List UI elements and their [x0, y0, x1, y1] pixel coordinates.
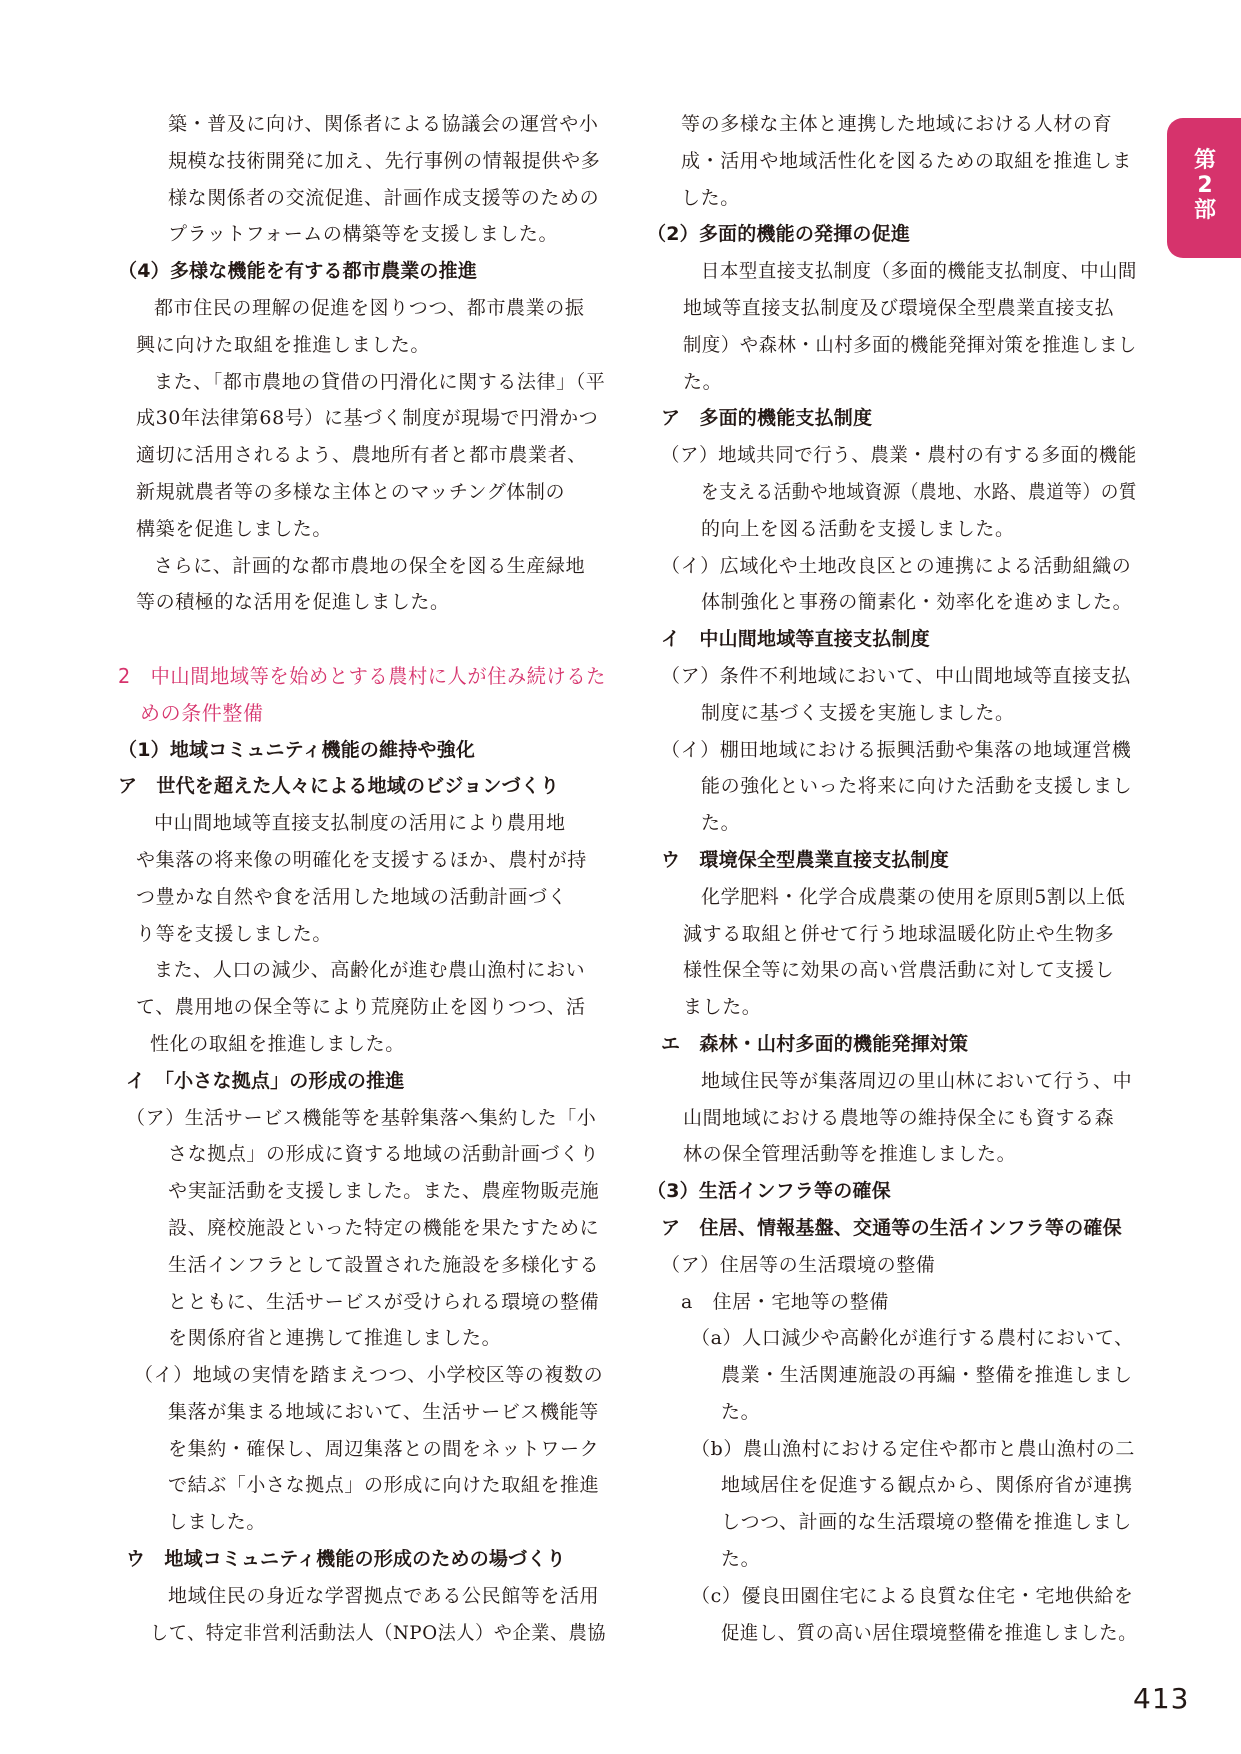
line-text: 構築を促進しました。: [136, 517, 333, 540]
body-text-line: [118, 143, 606, 180]
line-text: 適切に活用されるよう、農地所有者と都市農業者、: [136, 444, 587, 467]
body-text-line: [118, 106, 606, 143]
body-text-line: [647, 106, 1137, 143]
body-text-line: [118, 1026, 606, 1063]
body-text-line: [118, 916, 606, 953]
body-text-line: [118, 1284, 606, 1321]
body-text-line: [647, 511, 1137, 548]
body-text-line: [118, 1320, 606, 1357]
body-text-line: [647, 879, 1137, 916]
line-text: て、農用地の保全等により荒廃防止を図りつつ、活: [136, 996, 586, 1019]
line-text: た。: [701, 812, 741, 835]
line-text: 成30年法律第68号）に基づく制度が現場で円滑かつ: [136, 407, 599, 430]
line-text: ました。: [683, 996, 762, 1019]
body-text-line: [118, 1467, 606, 1504]
line-text: とともに、生活サービスが受けられる環境の整備: [168, 1290, 600, 1313]
body-text-line: [647, 1394, 1137, 1431]
body-text-line: [118, 952, 606, 989]
section-heading-line: [647, 842, 1137, 879]
line-text: 築・普及に向け、関係者による協議会の運営や小: [168, 113, 599, 135]
line-text: 中山間地域等直接支払制度の活用により農用地: [154, 812, 566, 835]
line-text: 減する取組と併せて行う地球温暖化防止や生物多: [683, 922, 1115, 945]
section-heading-line: [118, 732, 606, 769]
part-tab-line: 部: [1193, 198, 1216, 223]
line-text: た。: [721, 1548, 761, 1571]
chapter-heading-line: [118, 658, 606, 695]
line-text: 地域等直接支払制度及び環境保全型農業直接支払: [683, 296, 1115, 319]
body-text-line: [118, 216, 606, 253]
line-text: また、「都市農地の貸借の円滑化に関する法律」（平: [154, 370, 606, 393]
body-text-line: [647, 1247, 1137, 1284]
body-text-line: [118, 1615, 606, 1652]
body-text-line: [647, 1467, 1137, 1504]
line-text: さな拠点」の形成に資する地域の活動計画づくり: [168, 1143, 600, 1166]
body-text-line: [647, 180, 1137, 217]
line-text: 山間地域における農地等の維持保全にも資する森: [683, 1106, 1115, 1129]
line-text: （1）地域コミュニティ機能の維持や強化: [118, 738, 476, 761]
blank-line: [118, 621, 606, 658]
line-text: a 住居・宅地等の整備: [681, 1290, 889, 1313]
section-heading-line: [118, 1541, 606, 1578]
line-text: （ア）地域共同で行う、農業・農村の有する多面的機能: [661, 444, 1137, 467]
line-text: （イ）地域の実情を踏まえつつ、小学校区等の複数の: [134, 1364, 604, 1387]
body-text-line: [647, 1320, 1137, 1357]
body-text-line: [647, 437, 1137, 474]
line-text: （c）優良田園住宅による良質な住宅・宅地供給を: [691, 1584, 1134, 1607]
line-text: （ア）住居等の生活環境の整備: [661, 1253, 936, 1276]
line-text: 新規就農者等の多様な主体とのマッチング体制の: [136, 480, 566, 503]
line-text: イ 中山間地域等直接支払制度: [661, 628, 930, 651]
body-text-line: [647, 1504, 1137, 1541]
body-text-line: [647, 364, 1137, 401]
line-text: 設、廃校施設といった特定の機能を果たすために: [168, 1216, 600, 1239]
line-text: を支える活動や地域資源（農地、水路、農道等）の質: [701, 480, 1138, 503]
line-text: 日本型直接支払制度（多面的機能支払制度、中山間: [701, 260, 1137, 283]
section-heading-line: [647, 216, 1137, 253]
line-text: した。: [681, 186, 740, 209]
body-text-line: [647, 989, 1137, 1026]
body-text-line: [118, 180, 606, 217]
body-text-line: [647, 1063, 1137, 1100]
line-text: 等の多様な主体と連携した地域における人材の育: [681, 113, 1113, 135]
section-heading-line: [647, 621, 1137, 658]
line-text: 地域住民等が集落周辺の里山林において行う、中: [701, 1069, 1133, 1092]
line-text: （3）生活インフラ等の確保: [647, 1180, 891, 1203]
line-text: また、人口の減少、高齢化が進む農山漁村におい: [154, 959, 586, 982]
line-text: 様な関係者の交流促進、計画作成支援等のための: [168, 186, 600, 209]
body-text-line: [118, 1394, 606, 1431]
body-text-line: [118, 1357, 606, 1394]
line-text: や集落の将来像の明確化を支援するほか、農村が持: [136, 848, 587, 871]
body-text-line: [647, 1431, 1137, 1468]
line-text: つ豊かな自然や食を活用した地域の活動計画づく: [136, 885, 568, 908]
line-text: 成・活用や地域活性化を図るための取組を推進しま: [681, 149, 1132, 172]
line-text: ア 多面的機能支払制度: [661, 407, 873, 430]
body-text-line: [647, 658, 1137, 695]
line-text: 都市住民の理解の促進を図りつつ、都市農業の振: [154, 296, 585, 319]
part-tab-label: [1185, 148, 1225, 223]
body-text-line: [647, 584, 1137, 621]
line-text: さらに、計画的な都市農地の保全を図る生産緑地: [154, 554, 586, 577]
body-text-line: [647, 1284, 1137, 1321]
line-text: （イ）広域化や土地改良区との連携による活動組織の: [661, 554, 1132, 577]
line-text: ア 住居、情報基盤、交通等の生活インフラ等の確保: [661, 1216, 1122, 1239]
line-text: 制度）や森林・山村多面的機能発揮対策を推進しまし: [683, 333, 1137, 356]
line-text: 規模な技術開発に加え、先行事例の情報提供や多: [168, 149, 601, 172]
line-text: 促進し、質の高い居住環境整備を推進しました。: [721, 1621, 1138, 1644]
body-text-line: [118, 437, 606, 474]
body-text-line: [647, 1136, 1137, 1173]
line-text: 体制強化と事務の簡素化・効率化を進めました。: [701, 591, 1133, 614]
body-text-line: [118, 511, 606, 548]
line-text: （4）多様な機能を有する都市農業の推進: [118, 260, 478, 283]
chapter-heading-line: [118, 695, 606, 732]
line-text: 等の積極的な活用を促進しました。: [136, 591, 450, 614]
section-heading-line: [647, 1173, 1137, 1210]
body-text-line: [118, 1504, 606, 1541]
body-text-line: [647, 1615, 1137, 1652]
body-text-line: [647, 695, 1137, 732]
body-text-line: [647, 732, 1137, 769]
line-text: めの条件整備: [140, 700, 264, 725]
page-number: 413: [1133, 1682, 1190, 1715]
right-text-column: [647, 106, 1137, 1651]
body-text-line: [118, 1431, 606, 1468]
body-text-line: [647, 327, 1137, 364]
line-text: り等を支援しました。: [136, 922, 333, 945]
body-text-line: [647, 805, 1137, 842]
body-text-line: [118, 400, 606, 437]
line-text: 生活インフラとして設置された施設を多様化する: [168, 1253, 600, 1276]
body-text-line: [647, 1357, 1137, 1394]
part-index-tab: [1167, 118, 1241, 258]
body-text-line: [118, 879, 606, 916]
line-text: （b）農山漁村における定住や都市と農山漁村の二: [691, 1437, 1135, 1460]
line-text: ウ 環境保全型農業直接支払制度: [661, 848, 950, 871]
section-heading-line: [118, 253, 606, 290]
line-text: 制度に基づく支援を実施しました。: [701, 701, 1015, 724]
body-text-line: [647, 290, 1137, 327]
body-text-line: [118, 989, 606, 1026]
line-text: を関係府省と連携して推進しました。: [168, 1327, 502, 1350]
body-text-line: [118, 805, 606, 842]
body-text-line: [647, 1578, 1137, 1615]
line-text: ウ 地域コミュニティ機能の形成のための場づくり: [126, 1548, 566, 1571]
line-text: 林の保全管理活動等を推進しました。: [683, 1143, 1017, 1166]
line-text: 化学肥料・化学合成農薬の使用を原則5割以上低: [701, 885, 1126, 908]
body-text-line: [118, 364, 606, 401]
body-text-line: [118, 1100, 606, 1137]
section-heading-line: [647, 1210, 1137, 1247]
body-text-line: [118, 1136, 606, 1173]
line-text: 集落が集まる地域において、生活サービス機能等: [168, 1400, 599, 1423]
line-text: 様性保全等に効果の高い営農活動に対して支援し: [683, 959, 1115, 982]
line-text: （a）人口減少や高齢化が進行する農村において、: [691, 1327, 1134, 1350]
line-text: た。: [683, 370, 723, 393]
body-text-line: [647, 143, 1137, 180]
part-tab-line: 2: [1197, 173, 1213, 198]
body-text-line: [118, 1247, 606, 1284]
body-text-line: [118, 842, 606, 879]
line-text: して、特定非営利活動法人（NPO法人）や企業、農協: [150, 1621, 607, 1644]
line-text: 農業・生活関連施設の再編・整備を推進しまし: [721, 1364, 1133, 1387]
line-text: プラットフォームの構築等を支援しました。: [168, 223, 559, 246]
body-text-line: [118, 584, 606, 621]
line-text: （ア）生活サービス機能等を基幹集落へ集約した「小: [126, 1106, 597, 1129]
line-text: （イ）棚田地域における振興活動や集落の地域運営機: [661, 738, 1132, 761]
section-heading-line: [118, 1063, 606, 1100]
line-text: イ 「小さな拠点」の形成の推進: [126, 1069, 405, 1092]
line-text: 興に向けた取組を推進しました。: [136, 333, 431, 356]
line-text: や実証活動を支援しました。また、農産物販売施: [168, 1180, 600, 1203]
body-text-line: [118, 1578, 606, 1615]
body-text-line: [647, 768, 1137, 805]
body-text-line: [647, 952, 1137, 989]
body-text-line: [647, 548, 1137, 585]
line-text: で結ぶ「小さな拠点」の形成に向けた取組を推進: [168, 1474, 600, 1497]
line-text: （2）多面的機能の発揮の促進: [647, 223, 911, 246]
body-text-line: [118, 1173, 606, 1210]
left-text-column: [118, 106, 606, 1651]
body-text-line: [647, 1100, 1137, 1137]
line-text: 2 中山間地域等を始めとする農村に人が住み続けるた: [118, 663, 606, 688]
line-text: を集約・確保し、周辺集落との間をネットワーク: [168, 1437, 600, 1460]
line-text: 地域居住を促進する観点から、関係府省が連携: [721, 1474, 1133, 1497]
body-text-line: [647, 253, 1137, 290]
body-text-line: [647, 1541, 1137, 1578]
body-text-line: [118, 548, 606, 585]
line-text: 的向上を図る活動を支援しました。: [701, 517, 1015, 540]
line-text: 能の強化といった将来に向けた活動を支援しまし: [701, 775, 1133, 798]
line-text: 性化の取組を推進しました。: [150, 1032, 405, 1055]
body-text-line: [118, 474, 606, 511]
line-text: しつつ、計画的な生活環境の整備を推進しまし: [721, 1511, 1132, 1534]
section-heading-line: [647, 400, 1137, 437]
line-text: た。: [721, 1400, 761, 1423]
section-heading-line: [118, 768, 606, 805]
body-text-line: [118, 1210, 606, 1247]
part-tab-line: 第: [1193, 148, 1216, 173]
line-text: エ 森林・山村多面的機能発揮対策: [661, 1032, 969, 1055]
body-text-line: [118, 327, 606, 364]
line-text: ア 世代を超えた人々による地域のビジョンづくり: [118, 775, 560, 798]
line-text: 地域住民の身近な学習拠点である公民館等を活用: [168, 1584, 600, 1607]
body-text-line: [647, 474, 1137, 511]
body-text-line: [118, 290, 606, 327]
line-text: しました。: [168, 1511, 267, 1534]
section-heading-line: [647, 1026, 1137, 1063]
line-text: （ア）条件不利地域において、中山間地域等直接支払: [661, 664, 1132, 687]
body-text-line: [647, 916, 1137, 953]
